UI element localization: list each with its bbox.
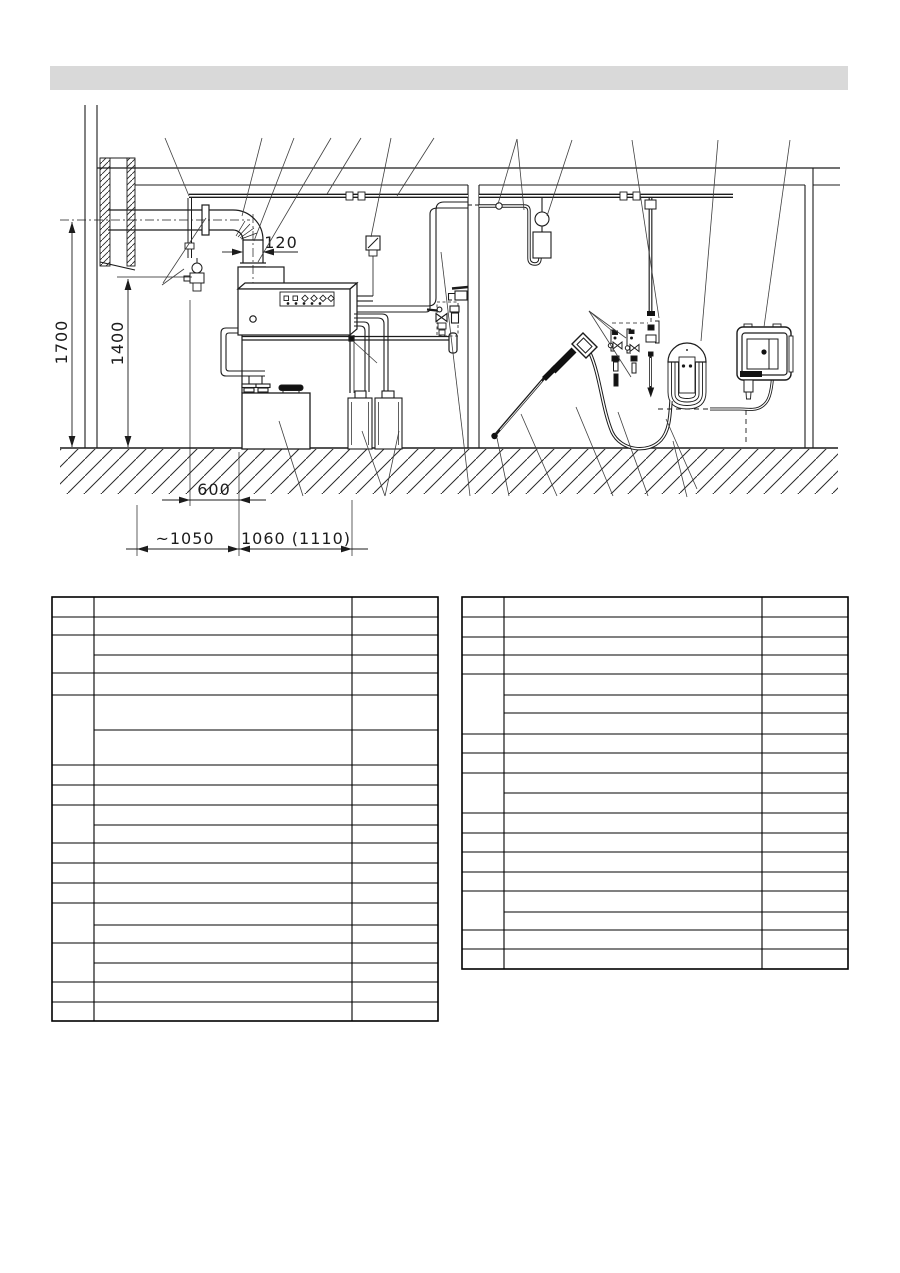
valve-kit xyxy=(608,321,659,396)
dim-label-120: 120 xyxy=(264,233,298,252)
dimension-1050-1060 xyxy=(126,500,368,556)
parts-table-left xyxy=(52,597,438,1021)
control-panel xyxy=(280,292,334,306)
header-bar xyxy=(50,66,848,90)
ceiling-pipe-left xyxy=(189,192,468,200)
hose-reel xyxy=(668,343,706,409)
pressure-switch xyxy=(357,236,380,301)
parts-table-right xyxy=(462,597,848,969)
dim-label-1050: ~1050 xyxy=(155,529,215,548)
gauge-unit xyxy=(533,198,551,258)
dimension-annotations xyxy=(52,222,368,556)
dim-label-600: 600 xyxy=(197,480,231,499)
pipe-junction xyxy=(349,336,354,341)
water-tap-valve xyxy=(184,258,204,291)
fuel-tank xyxy=(242,385,310,449)
chimney-wall-block xyxy=(100,158,135,270)
tank-cap xyxy=(279,385,303,391)
dim-label-1060: 1060 (1110) xyxy=(240,529,352,548)
detergent-suction-hoses xyxy=(354,314,388,392)
exhaust-duct xyxy=(60,205,284,289)
wall-faucet xyxy=(449,287,469,300)
machine-unit xyxy=(238,283,457,393)
spray-gun-lance xyxy=(491,333,597,439)
wall-mounted-box xyxy=(737,324,793,399)
dimension-1700 xyxy=(52,222,75,447)
dim-label-1700: 1700 xyxy=(52,319,71,365)
floor-hatching xyxy=(60,449,838,494)
water-connection xyxy=(427,287,468,336)
dim-label-1400: 1400 xyxy=(108,320,127,366)
high-pressure-hose xyxy=(590,353,671,449)
tapping-line xyxy=(479,203,540,264)
ceiling-pipe-right xyxy=(479,192,733,200)
suction-pipe-loop xyxy=(221,328,270,392)
dimension-1400 xyxy=(108,277,192,447)
detergent-canisters xyxy=(348,391,402,449)
